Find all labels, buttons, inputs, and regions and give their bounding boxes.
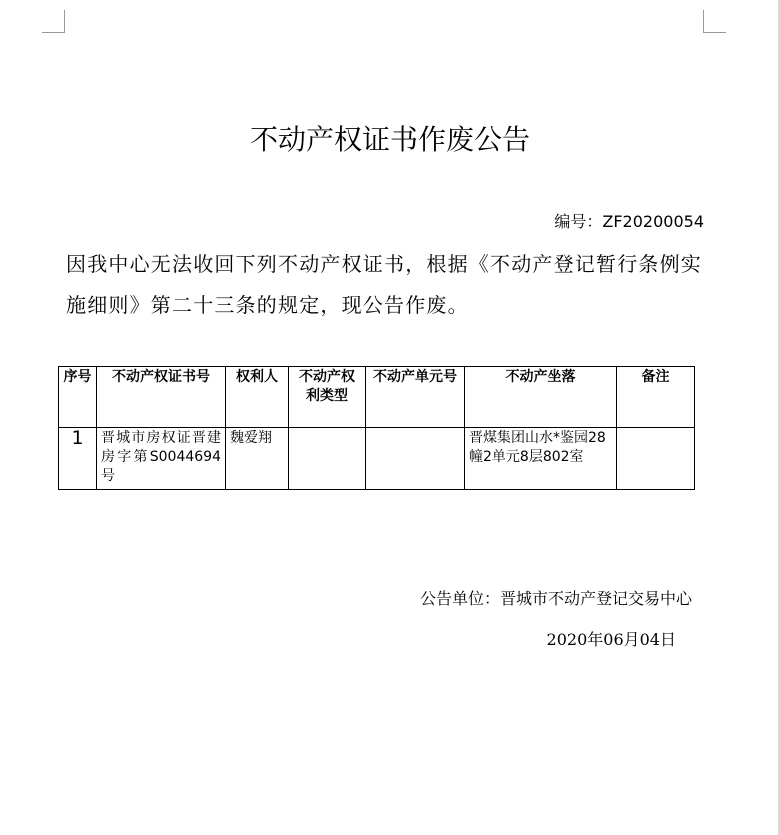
certificate-table xyxy=(58,366,695,490)
cell-seq: 1 xyxy=(59,428,97,490)
header-right-type: 不动产权利类型 xyxy=(289,367,366,428)
crop-mark-top-left xyxy=(42,10,65,33)
header-cert-no: 不动产权证书号 xyxy=(97,367,226,428)
header-unit-no: 不动产单元号 xyxy=(366,367,465,428)
cell-holder: 魏爱翔 xyxy=(226,428,289,490)
issuing-unit: 公告单位：晋城市不动产登记交易中心 xyxy=(419,589,692,608)
intro-paragraph: 因我中心无法收回下列不动产权证书，根据《不动产登记暂行条例实施细则》第二十三条的规定，现公告作废。 xyxy=(66,252,702,317)
header-location: 不动产坐落 xyxy=(465,367,617,428)
cell-location: 晋煤集团山水*鉴园28幢2单元8层802室 xyxy=(465,428,617,490)
announcement-date: 2020年06月04日 xyxy=(546,630,676,649)
table-row xyxy=(59,428,695,490)
header-holder: 权利人 xyxy=(226,367,289,428)
crop-mark-top-right xyxy=(703,10,726,33)
cell-right-type xyxy=(289,428,366,490)
cell-remark xyxy=(617,428,695,490)
cell-cert-no: 晋城市房权证晋建房字第S0044694号 xyxy=(97,428,226,490)
header-seq: 序号 xyxy=(59,367,97,428)
cell-unit-no xyxy=(366,428,465,490)
header-remark: 备注 xyxy=(617,367,695,428)
document-title: 不动产权证书作废公告 xyxy=(249,123,530,156)
table-header-row xyxy=(59,367,695,428)
document-number: 编号：ZF20200054 xyxy=(554,212,704,231)
